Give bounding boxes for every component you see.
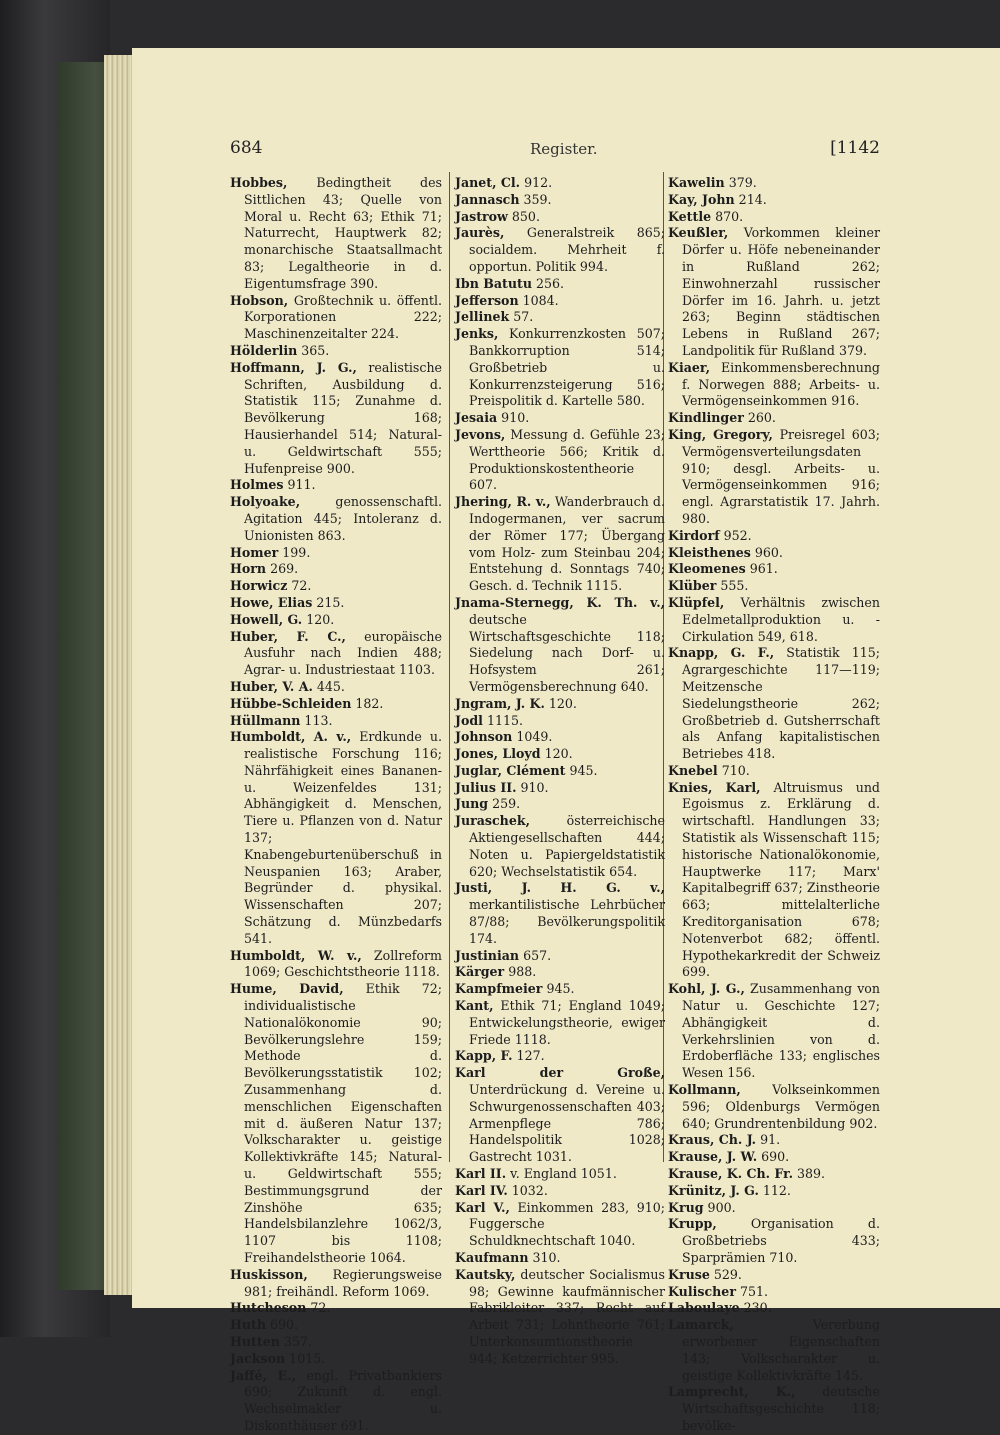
index-headword: Knebel [668,762,718,778]
index-references: Unterdrückung d. Vereine u. Schwurgenossenschaften 403; Armenpflege 786; Handelspolitik 1028; Gastrecht 1031. [469,1082,665,1165]
index-references: 870. [711,208,744,224]
index-entry [230,629,442,679]
index-references: deutsche Wirtschaftsgeschichte 118; Siedelung nach Dorf- u. Hofsystem 261; Vermögensberechnung 640. [469,611,665,694]
index-references: deutsche Wirtschaftsgeschichte 118; bevölke- [682,1384,880,1433]
index-references: 555. [716,578,749,594]
index-references: 988. [504,964,537,980]
index-entry [455,410,665,427]
index-entry [230,612,442,629]
index-headword: Howe, Elias [230,594,313,610]
index-entry [668,528,880,545]
index-headword: Krünitz, J. G. [668,1182,759,1198]
index-references: 529. [709,1266,742,1282]
index-headword: Hobson, [230,292,289,308]
index-entry [230,1317,442,1334]
index-references: 359. [519,191,552,207]
index-headword: Jackson [230,1350,286,1366]
index-entry [230,595,442,612]
index-references: 850. [507,208,540,224]
index-headword: Kärger [455,964,505,980]
index-entry [455,813,665,880]
index-entry [230,713,442,730]
index-references: 751. [735,1283,769,1299]
index-references: 379. [724,175,757,190]
index-headword: Jung [455,796,489,812]
index-references: Volkseinkommen 596; Oldenburgs Vermögen 640; Grundrentenbildung 902. [682,1082,880,1131]
index-references: Einkommen 283, 910; Fuggersche Schuldknechtschaft 1040. [469,1199,665,1249]
index-references: Zusammenhang von Natur u. Geschichte 127; Abhängigkeit d. Verkehrslinien von d. Erdoberfläche 133; englisches Wesen 156. [682,981,880,1081]
index-entry [455,746,665,763]
index-entry [668,175,880,192]
index-headword: Johnson [455,729,513,745]
index-entry [668,595,880,645]
index-references: 910. [497,410,530,426]
index-headword: Jefferson [455,292,519,308]
index-entry [455,713,665,730]
index-references: 960. [750,544,783,560]
index-entry [668,1149,880,1166]
index-entry [668,545,880,562]
index-headword: Hüllmann [230,712,301,728]
index-references: 230. [739,1300,772,1316]
index-headword: Julius II. [455,779,517,795]
index-entry [455,595,665,696]
index-headword: Holyoake, [230,494,301,510]
index-headword: Jodl [455,712,483,728]
index-entry [455,1166,665,1183]
index-headword: Hutcheson [230,1300,307,1316]
index-references: 1084. [518,292,559,308]
index-headword: Kulischer [668,1283,736,1299]
index-headword: Karl V., [455,1199,510,1215]
index-headword: Jhering, R. v., [455,494,551,510]
index-entry [455,729,665,746]
index-references: genossenschaftl. Agitation 445; Intoleranz d. Unionisten 863. [244,494,442,543]
index-entry [230,696,442,713]
index-entry [668,981,880,1082]
index-references: 256. [532,275,565,291]
index-headword: Huskisson, [230,1266,308,1282]
index-entry [455,225,665,275]
index-entry [230,343,442,360]
index-references: 260. [743,410,776,426]
index-entry [455,696,665,713]
page-header [230,138,880,164]
index-references: 127. [512,1048,545,1064]
index-entry [668,1284,880,1301]
index-entry [455,494,665,595]
index-references: Großtechnik u. öffentl. Korporationen 222; Maschinenzeitalter 224. [244,292,442,342]
index-headword: Klüber [668,578,717,594]
column-rule [449,172,450,1162]
page-edges [104,55,134,1295]
index-references: 120. [544,695,577,711]
index-entry [230,578,442,595]
index-references: 690. [757,1149,790,1165]
index-entry [230,561,442,578]
index-column-3 [668,175,880,1435]
index-entry [668,360,880,410]
index-references: 259. [488,796,521,812]
index-headword: Krug [668,1199,704,1215]
index-entry [668,1132,880,1149]
index-headword: Ibn Batutu [455,275,532,291]
index-headword: Karl IV. [455,1182,508,1198]
page-number: 684 [230,138,263,158]
index-references: v. England 1051. [506,1166,617,1182]
index-entry [668,578,880,595]
page-reference: [1142 [830,138,880,158]
index-entry [668,1317,880,1384]
index-references: Generalstreik 865; socialdem. Mehrheit f. opportun. Politik 994. [469,225,665,274]
index-headword: Lamprecht, K., [668,1384,796,1400]
index-references: 710. [717,762,750,778]
index-references: 910. [516,779,549,795]
index-references: 961. [745,561,778,577]
index-entry [455,293,665,310]
index-headword: Jevons, [455,426,506,442]
index-entry [668,780,880,982]
index-entry [668,192,880,209]
index-headword: Juraschek, [455,813,530,829]
index-entry [455,981,665,998]
index-entry [455,1065,665,1166]
index-headword: Kleomenes [668,561,746,577]
index-headword: Homer [230,544,279,560]
index-headword: Kleisthenes [668,544,751,560]
index-entry [455,948,665,965]
index-references: 1032. [507,1182,548,1198]
index-headword: Kettle [668,208,712,224]
index-headword: Huber, F. C., [230,628,346,644]
index-headword: Jones, Lloyd [455,746,541,762]
index-headword: Huber, V. A. [230,678,313,694]
index-entry [668,645,880,763]
index-headword: Kawelin [668,175,725,190]
index-headword: Kaufmann [455,1250,529,1265]
index-headword: Lamarck, [668,1317,734,1333]
index-entry [668,763,880,780]
index-entry [455,209,665,226]
index-references: 952. [719,527,752,543]
index-entry [230,981,442,1267]
index-entry [455,1183,665,1200]
index-entry [230,1300,442,1317]
index-references: Ethik 72; individualistische Nationalökonomie 90; Bevölkerungslehre 159; Methode d. Bevölkerungsstatistik 102; Zusammenhang d. menschlichen Eigenschaften mit d. äußeren Natur 137; Volkscharakter u. geistige Kollektivkräfte 145; Natural- u. Geldwirtschaft 555; Bestimmungsgrund der Zinshöhe 635; Handelsbilanzlehre 1062/3, 1107 bis 1108; Freihandelstheorie 1064. [244,981,442,1265]
index-headword: Kapp, F. [455,1048,513,1064]
index-headword: Hobbes, [230,175,288,190]
index-entry [668,1216,880,1266]
index-entry [455,880,665,947]
index-headword: Humboldt, W. v., [230,947,362,963]
index-headword: Jaffé, E., [230,1367,297,1383]
index-references: 911. [283,477,316,493]
index-references: 91. [756,1132,781,1148]
index-entry [230,477,442,494]
index-references: 214. [734,191,767,207]
index-headword: Juglar, Clément [455,762,566,778]
index-entry [230,1267,442,1301]
index-references: Regierungsweise 981; freihändl. Reform 1069. [244,1266,442,1299]
index-headword: Jngram, J. K. [455,695,545,711]
index-headword: Karl der Große, [455,1065,665,1081]
index-references: 945. [565,762,598,778]
index-entry [668,1082,880,1132]
index-headword: Laboulaye [668,1300,740,1316]
index-headword: Howell, G. [230,611,303,627]
index-headword: Kay, John [668,191,735,207]
index-entry [230,1368,442,1435]
index-entry [455,192,665,209]
index-references: 112. [758,1182,791,1198]
index-headword: Kindlinger [668,410,744,426]
index-headword: Horn [230,561,267,577]
index-references: Organisation d. Großbetriebs 433; Sparprämien 710. [682,1216,880,1265]
index-references: 1015. [285,1350,326,1366]
index-headword: Knies, Karl, [668,779,761,795]
index-entry [230,948,442,982]
index-references: Statistik 115; Agrargeschichte 117—119; Meitzensche Siedelungstheorie 262; Großbetrieb d. Gutsherrschaft als Anfang kapitalistischen Betriebes 418. [682,645,880,762]
index-headword: Kollmann, [668,1082,741,1098]
index-references: engl. Privatbankiers 690; Zukunft d. engl. Wechselmakler u. Diskonthäuser 691. [244,1367,442,1433]
index-references: österreichische Aktiengesellschaften 444; Noten u. Papiergeldstatistik 620; Wechselstatistik 654. [469,813,665,879]
index-entry [455,1267,665,1368]
index-references: Altruismus und Egoismus z. Erklärung d. wirtschaftl. Handlungen 33; Statistik als Wissenschaft 115; historische Nationalökonomie, Hauptwerke 117; Marx' Kapitalbegriff 637; Zinstheorie 663; mittelalterliche Kreditorganisation 678; Notenverbot 682; öffentl. Hypothekarkredit der Schweiz 699. [682,779,880,980]
index-headword: Jesaia [455,410,498,426]
index-references: 120. [540,746,573,762]
index-headword: Janet, Cl. [455,175,521,190]
index-entry [455,998,665,1048]
index-column-1 [230,175,442,1435]
index-references: realistische Schriften, Ausbildung d. Statistik 115; Zunahme d. Bevölkerung 168; Hausierhandel 514; Natural- u. Geldwirtschaft 555; Hufenpreise 900. [244,359,443,476]
index-headword: Kirdorf [668,527,720,543]
index-headword: Knapp, G. F., [668,645,775,661]
index-headword: Krause, K. Ch. Fr. [668,1166,794,1182]
index-references: 1049. [512,729,553,745]
index-references: Bedingtheit des Sittlichen 43; Quelle von Moral u. Recht 63; Ethik 71; Naturrecht, Hauptwerk 82; monarchische Staatsallmacht 83; Legaltheorie in d. Eigentumsfrage 390. [244,175,442,291]
index-headword: Jastrow [455,208,508,224]
index-references: Zollreform 1069; Geschichtstheorie 1118. [244,947,442,980]
index-references: 199. [278,544,311,560]
index-headword: Justinian [455,947,520,963]
index-entry [668,1183,880,1200]
index-headword: Kautsky, [455,1266,516,1282]
index-entry [668,1200,880,1217]
index-entry [455,964,665,981]
index-headword: Hoffmann, J. G., [230,359,357,375]
index-references: 215. [312,594,345,610]
index-references: Wanderbrauch d. Indogermanen, ver sacrum der Römer 177; Übergang vom Holz- zum Steinbau 204; Entstehung d. Sonntags 740; Gesch. d. Technik 1115. [469,494,665,594]
index-references: 912. [520,175,553,190]
index-headword: Jenks, [455,326,499,342]
index-headword: Horwicz [230,578,288,594]
index-entry [230,729,442,947]
index-references: europäische Ausfuhr nach Indien 488; Agrar- u. Industriestaat 1103. [244,628,442,678]
index-entry [668,209,880,226]
index-references: merkantilistische Lehrbücher 87/88; Bevölkerungspolitik 174. [469,897,665,946]
index-entry [668,1166,880,1183]
index-references: Konkurrenzkosten 507; Bankkorruption 514; Großbetrieb u. Konkurrenzsteigerung 516; Preispolitik d. Kartelle 580. [469,326,665,409]
index-references: Einkommensberechnung f. Norwegen 888; Arbeits- u. Vermögenseinkommen 916. [682,359,880,409]
index-entry [668,1267,880,1284]
index-references: 72. [287,578,312,594]
index-entry [230,175,442,293]
index-references: 57. [509,309,534,325]
index-headword: Kampfmeier [455,981,543,997]
index-references: 269. [266,561,299,577]
index-references: 120. [302,611,335,627]
index-headword: Jnama-Sternegg, K. Th. v., [455,594,665,610]
index-entry [668,1384,880,1434]
index-references: Erdkunde u. realistische Forschung 116; Nährfähigkeit eines Bananen- u. Weizenfeldes 131; Abhängigkeit d. Menschen, Tiere u. Pflanzen von d. Natur 137; Knabengeburtenüberschuß in Neuspanien 163; Araber, Begründer d. physikal. Wissenschaften 207; Schätzung d. Münzbedarfs 541. [244,729,443,946]
index-references: Verhältnis zwischen Edelmetallproduktion u. -Cirkulation 549, 618. [682,594,880,644]
index-headword: Kraus, Ch. J. [668,1132,757,1148]
index-entry [455,175,665,192]
index-entry [668,1300,880,1317]
index-references: Vererbung erworbener Eigenschaften 143; Volkscharakter u. geistige Kollektivkräfte 145. [682,1317,880,1383]
index-references: 113. [300,712,333,728]
index-headword: Justi, J. H. G. v., [455,880,665,896]
index-headword: Holmes [230,477,284,493]
index-column-2 [455,175,665,1368]
index-references: 389. [793,1166,826,1182]
index-entry [230,545,442,562]
index-headword: Hume, David, [230,981,344,997]
index-entry [455,1048,665,1065]
index-headword: Jaurès, [455,225,505,241]
index-entry [455,796,665,813]
index-references: deutscher Socialismus 98; Gewinne kaufmännischer Fabrikleiter 337; Recht auf Arbeit 731; Lohntheorie 761; Unterkonsumtionstheorie 944; Ketzerrichter 995. [469,1266,665,1366]
index-entry [668,427,880,528]
index-entry [230,679,442,696]
index-references: 945. [542,981,575,997]
index-references: 1115. [482,712,524,728]
index-entry [455,763,665,780]
index-references: 365. [297,342,330,358]
index-headword: Kant, [455,998,494,1014]
index-references: 657. [519,947,552,963]
index-headword: Kohl, J. G., [668,981,745,997]
index-entry [455,427,665,494]
index-headword: Jellinek [455,309,510,325]
index-entry [230,1351,442,1368]
index-entry [455,1200,665,1250]
index-references: 72. [306,1300,331,1316]
page-title: Register. [530,140,598,158]
index-entry [455,1250,665,1267]
index-entry [230,360,442,478]
index-references: Ethik 71; England 1049; Entwickelungstheorie, ewiger Friede 1118. [469,998,665,1047]
index-entry [455,780,665,797]
index-entry [455,309,665,326]
index-headword: Hölderlin [230,342,298,358]
index-entry [230,293,442,343]
index-headword: Klüpfel, [668,594,725,610]
index-entry [230,494,442,544]
index-entry [455,276,665,293]
index-headword: King, Gregory, [668,426,773,442]
index-entry [455,326,665,410]
index-headword: Kruse [668,1266,710,1282]
index-headword: Hutten [230,1333,280,1349]
index-headword: Hübbe-Schleiden [230,695,352,711]
index-headword: Karl II. [455,1166,507,1182]
index-headword: Kiaer, [668,359,711,375]
index-references: Vorkommen kleiner Dörfer u. Höfe nebeneinander in Rußland 262; Einwohnerzahl russischer Dörfer im 16. Jahrh. u. jetzt 263; Beginn städtischen Lebens in Rußland 267; Landpolitik für Rußland 379. [682,225,880,358]
index-headword: Jannasch [455,191,520,207]
index-entry [668,410,880,427]
index-headword: Huth [230,1317,267,1333]
index-headword: Humboldt, A. v., [230,729,352,745]
index-references: 445. [312,678,345,694]
index-references: 310. [528,1250,561,1265]
index-headword: Keußler, [668,225,729,241]
index-references: 690. [266,1317,299,1333]
index-references: Messung d. Gefühle 23; Werttheorie 566; Kritik d. Produktionskostentheorie 607. [469,426,665,493]
index-headword: Krause, J. W. [668,1149,758,1165]
index-entry [668,561,880,578]
index-references: 182. [351,695,384,711]
index-entry [668,225,880,359]
index-references: Preisregel 603; Vermögensverteilungsdaten 910; desgl. Arbeits- u. Vermögenseinkommen 916; engl. Agrarstatistik 17. Jahrh. 980. [682,426,880,526]
index-headword: Krupp, [668,1216,717,1232]
index-references: 900. [703,1199,736,1215]
index-references: 357. [279,1333,312,1349]
